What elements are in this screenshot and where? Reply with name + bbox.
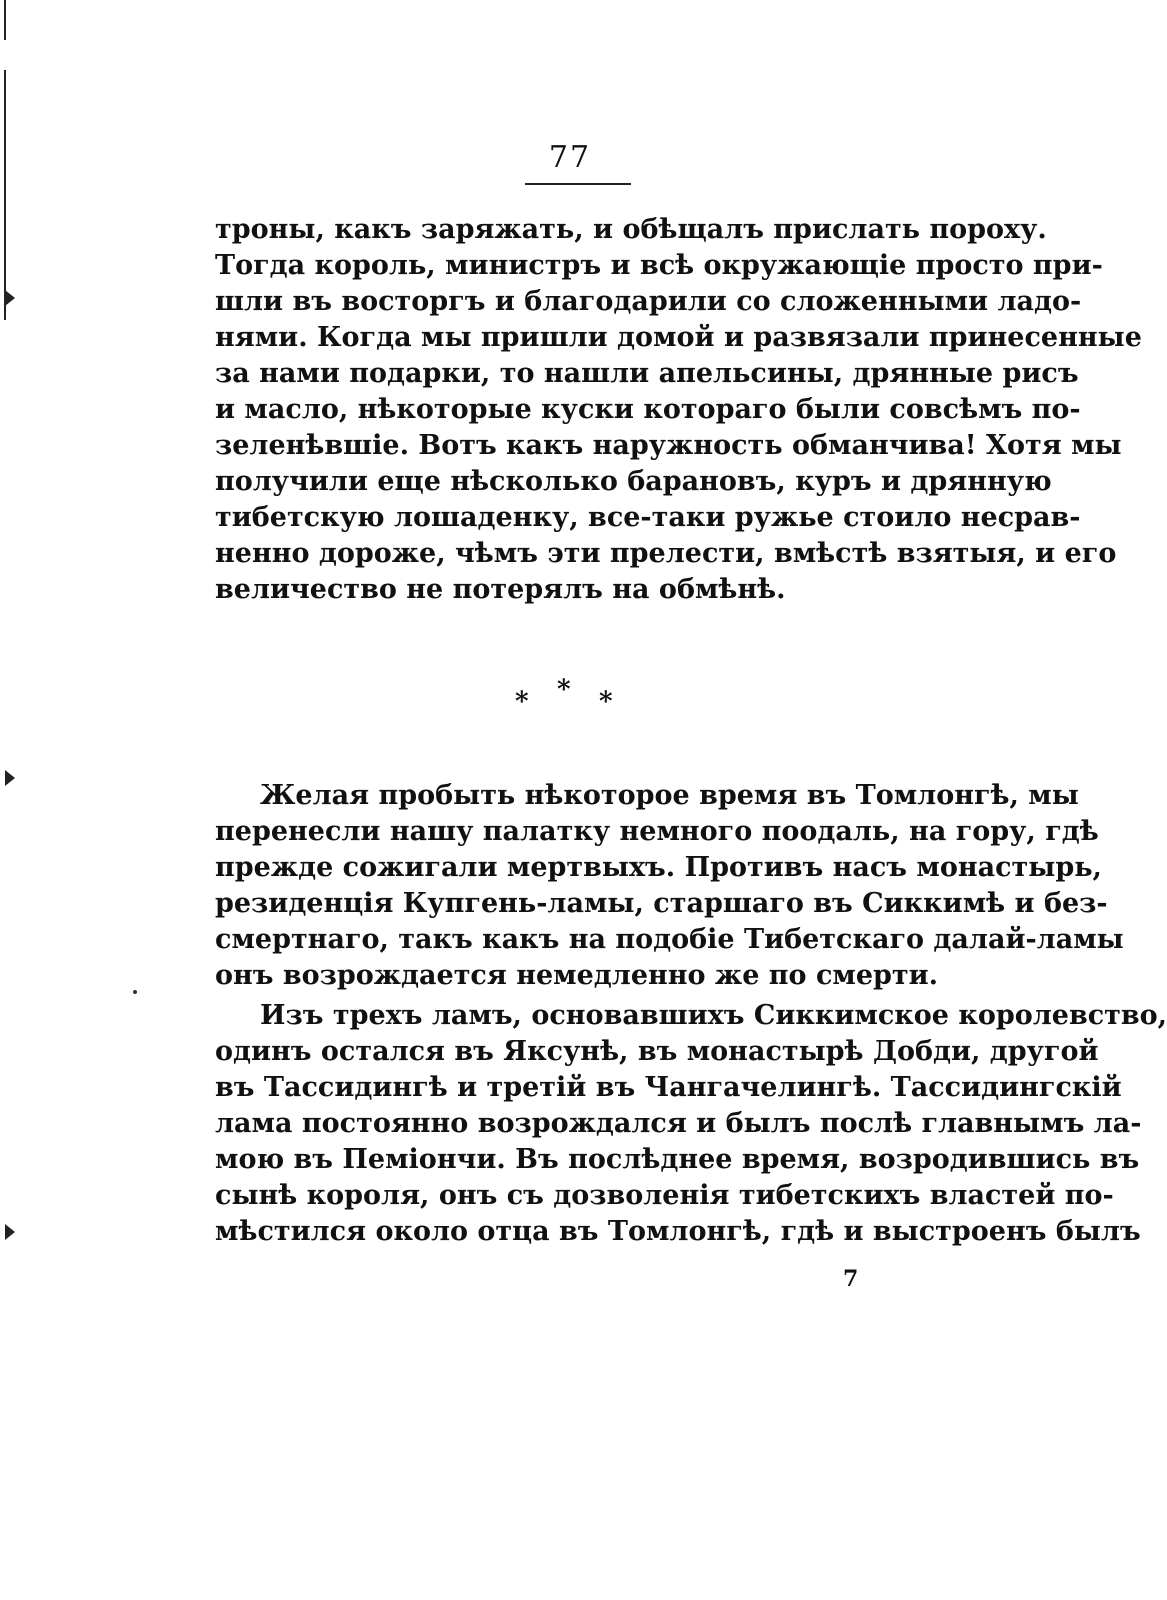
- text-line: ненно дороже, чѣмъ эти прелести, вмѣстѣ взятыя, и его: [215, 538, 1117, 569]
- section-separator: [515, 675, 625, 725]
- text-line: Желая пробыть нѣкоторое время въ Томлонгѣ, мы: [260, 780, 1079, 811]
- text-line: величество не потерялъ на обмѣнѣ.: [215, 574, 786, 605]
- scan-edge-mark: [5, 770, 15, 786]
- text-line: нями. Когда мы пришли домой и развязали принесенные: [215, 322, 1142, 353]
- scan-edge-mark: [5, 290, 15, 306]
- text-line: резиденція Купгень-ламы, старшаго въ Сиккимѣ и без-: [215, 888, 1108, 919]
- page-number: 77: [548, 140, 592, 175]
- text-line: мою въ Пеміончи. Въ послѣднее время, возродившись въ: [215, 1144, 1140, 1175]
- text-line: и масло, нѣкоторые куски котораго были совсѣмъ по-: [215, 394, 1081, 425]
- text-line: Изъ трехъ ламъ, основавшихъ Сиккимское королевство,: [260, 1000, 1167, 1031]
- separator-star: *: [557, 675, 571, 705]
- text-line: перенесли нашу палатку немного поодаль, на гору, гдѣ: [215, 816, 1099, 847]
- scan-edge-line: [4, 0, 6, 40]
- text-line: тибетскую лошаденку, все-таки ружье стоило несрав-: [215, 502, 1081, 533]
- text-line: зеленѣвшіе. Вотъ какъ наружность обманчива! Хотя мы: [215, 430, 1122, 461]
- text-line: прежде сожигали мертвыхъ. Противъ насъ монастырь,: [215, 852, 1102, 883]
- text-line: смертнаго, такъ какъ на подобіе Тибетскаго далай-ламы: [215, 924, 1124, 955]
- text-line: мѣстился около отца въ Томлонгѣ, гдѣ и выстроенъ былъ: [215, 1216, 1141, 1247]
- text-line: за нами подарки, то нашли апельсины, дрянные рисъ: [215, 358, 1079, 389]
- text-line: въ Тассидингѣ и третій въ Чангачелингѣ. Тассидингскій: [215, 1072, 1122, 1103]
- separator-star: *: [515, 687, 529, 717]
- text-line: одинъ остался въ Яксунѣ, въ монастырѣ Добди, другой: [215, 1036, 1099, 1067]
- text-line: получили еще нѣсколько барановъ, куръ и дрянную: [215, 466, 1052, 497]
- scan-edge-mark: [5, 1224, 15, 1240]
- scan-edge-line: [4, 70, 6, 320]
- text-line: шли въ восторгъ и благодарили со сложенными ладо-: [215, 286, 1082, 317]
- text-line: троны, какъ заряжать, и обѣщалъ прислать пороху.: [215, 214, 1047, 245]
- text-line: онъ возрождается немедленно же по смерти.: [215, 960, 939, 991]
- printer-signature-mark: 7: [843, 1266, 859, 1292]
- text-line: сынѣ короля, онъ съ дозволенія тибетскихъ властей по-: [215, 1180, 1114, 1211]
- scan-speck: [133, 990, 137, 994]
- text-line: Тогда король, министръ и всѣ окружающіе просто при-: [215, 250, 1103, 281]
- text-line: лама постоянно возрождался и былъ послѣ главнымъ ла-: [215, 1108, 1142, 1139]
- separator-star: *: [599, 687, 613, 717]
- page-number-rule: [525, 183, 631, 185]
